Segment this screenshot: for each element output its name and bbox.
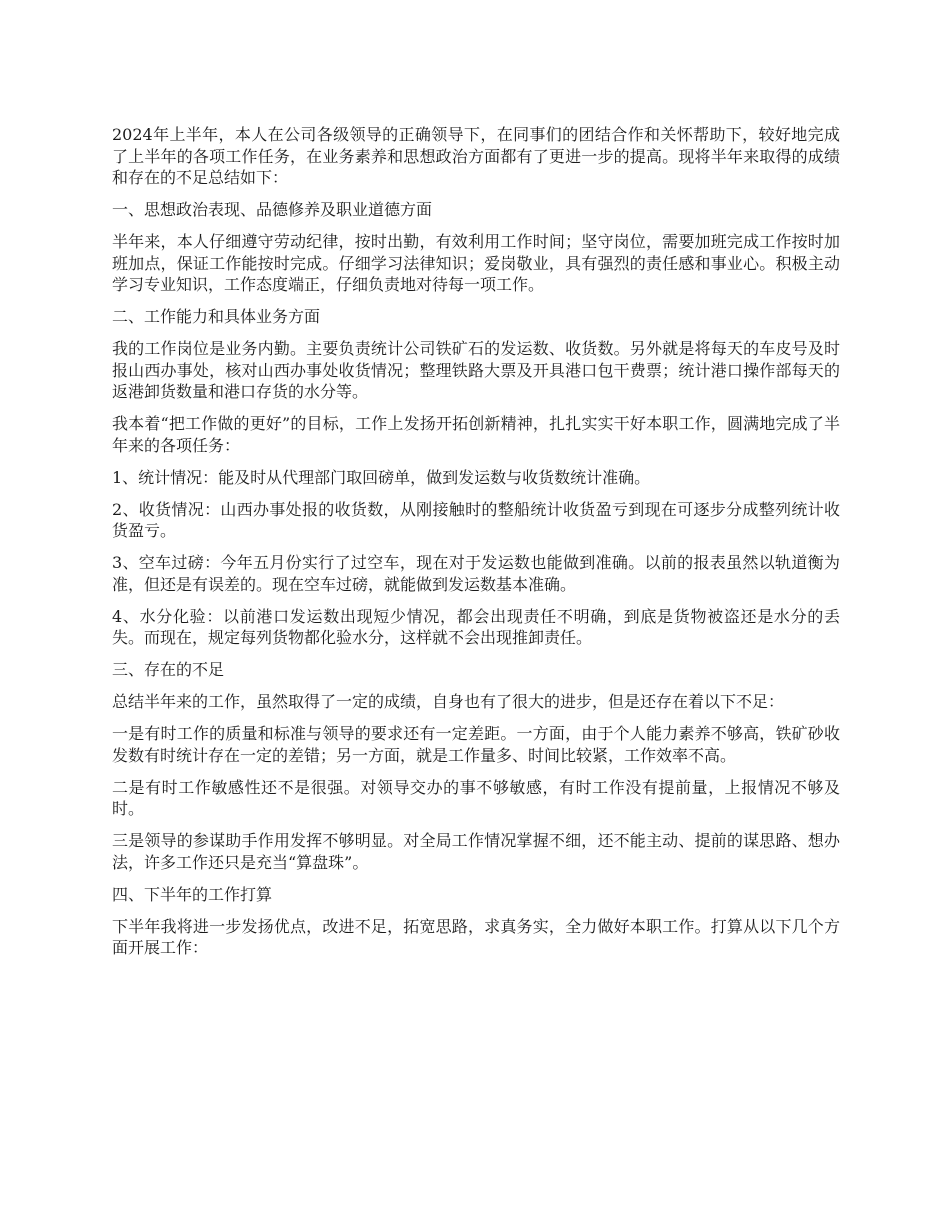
paragraph: 我本着“把工作做的更好”的目标，工作上发扬开拓创新精神，扎扎实实干好本职工作，圆满地完成了半年来的各项任务： <box>112 414 840 455</box>
document-body <box>112 124 840 969</box>
section-heading-2: 二、工作能力和具体业务方面 <box>112 307 321 326</box>
paragraph: 半年来，本人仔细遵守劳动纪律，按时出勤，有效利用工作时间；坚守岗位，需要加班完成工作按时加班加点，保证工作能按时完成。仔细学习法律知识；爱岗敬业，具有强烈的责任感和事业心。积极主动学习专业知识，工作态度端正，仔细负责地对待每一项工作。 <box>112 232 840 294</box>
paragraph: 二是有时工作敏感性还不是很强。对领导交办的事不够敏感，有时工作没有提前量，上报情况不够及时。 <box>112 777 840 818</box>
paragraph: 我的工作岗位是业务内勤。主要负责统计公司铁矿石的发运数、收货数。另外就是将每天的车皮号及时报山西办事处，核对山西办事处收货情况；整理铁路大票及开具港口包干费票；统计港口操作部每天的返港卸货数量和港口存货的水分等。 <box>112 339 840 401</box>
list-item: 2、收货情况：山西办事处报的收货数，从刚接触时的整船统计收货盈亏到现在可逐步分成整列统计收货盈亏。 <box>112 499 840 540</box>
paragraph: 下半年我将进一步发扬优点，改进不足，拓宽思路，求真务实，全力做好本职工作。打算从以下几个方面开展工作： <box>112 916 840 957</box>
section-heading-1: 一、思想政治表现、品德修养及职业道德方面 <box>112 200 433 219</box>
list-item: 3、空车过磅：今年五月份实行了过空车，现在对于发运数也能做到准确。以前的报表虽然以轨道衡为准，但还是有误差的。现在空车过磅，就能做到发运数基本准确。 <box>112 553 840 594</box>
section-heading-4: 四、下半年的工作打算 <box>112 884 273 904</box>
list-item: 1、统计情况：能及时从代理部门取回磅单，做到发运数与收货数统计准确。 <box>112 467 651 487</box>
paragraph: 总结半年来的工作，虽然取得了一定的成绩，自身也有了很大的进步，但是还存在着以下不足： <box>112 692 785 711</box>
paragraph: 三是领导的参谋助手作用发挥不够明显。对全局工作情况掌握不细，还不能主动、提前的谋思路、想办法，许多工作还只是充当“算盘珠”。 <box>112 831 840 872</box>
list-item: 4、水分化验：以前港口发运数出现短少情况，都会出现责任不明确，到底是货物被盗还是水分的丢失。而现在，规定每列货物都化验水分，这样就不会出现推卸责任。 <box>112 606 840 647</box>
section-heading-3: 三、存在的不足 <box>112 660 225 679</box>
paragraph: 一是有时工作的质量和标准与领导的要求还有一定差距。一方面，由于个人能力素养不够高，铁矿砂收发数有时统计存在一定的差错；另一方面，就是工作量多、时间比较紧，工作效率不高。 <box>112 724 840 765</box>
intro-paragraph: 2024年上半年，本人在公司各级领导的正确领导下，在同事们的团结合作和关怀帮助下，较好地完成了上半年的各项工作任务，在业务素养和思想政治方面都有了更进一步的提高。现将半年来取得的成绩和存在的不足总结如下： <box>112 125 840 187</box>
